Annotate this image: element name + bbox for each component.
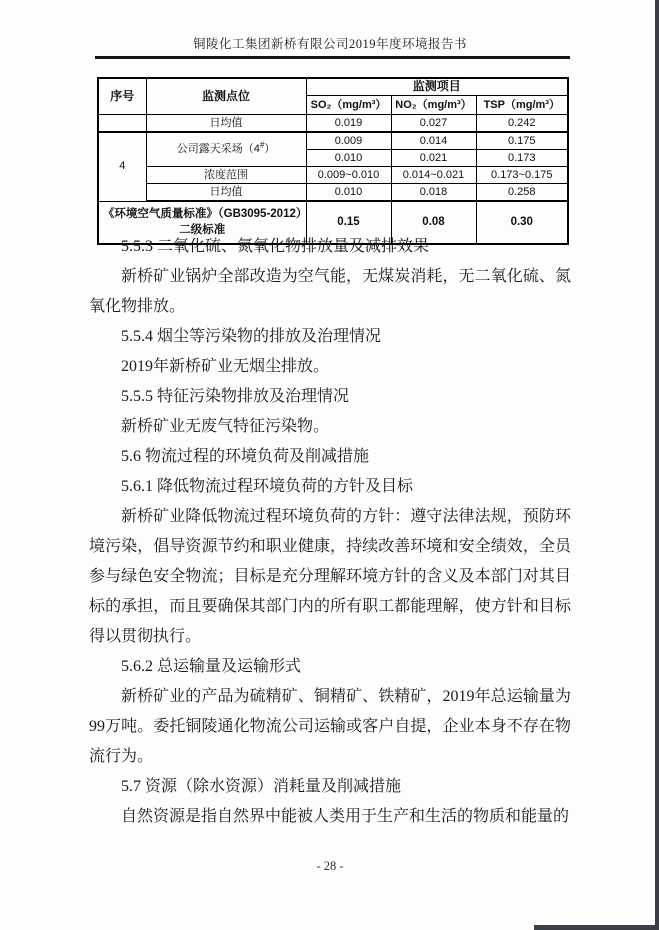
index-cell-empty	[98, 115, 146, 133]
site-name: 公司露天采场（4	[176, 143, 260, 156]
site-cell: 浓度范围	[146, 167, 306, 184]
running-header-title: 铜陵化工集团新桥有限公司2019年度环境报告书	[192, 37, 467, 51]
site-name-close: ）	[264, 143, 276, 156]
page-number: - 28 -	[316, 859, 344, 873]
index-cell: 4	[98, 132, 146, 201]
paragraph: 新桥矿业的产品为硫精矿、铜精矿、铁精矿，2019年总运输量为99万吨。委托铜陵通化物流公司运输或客户自提，企业本身不存在物流行为。	[89, 688, 571, 765]
section-heading: 5.7 资源（除水资源）消耗量及削减措施	[121, 778, 402, 795]
paragraph: 新桥矿业锅炉全部改造为空气能，无煤炭消耗，无二氧化硫、氮氧化物排放。	[89, 268, 571, 315]
section-heading: 5.6 物流过程的环境负荷及削减措施	[121, 448, 370, 465]
no2-value: 0.021	[391, 150, 476, 167]
so2-value: 0.010	[306, 184, 391, 202]
no2-value: 0.027	[391, 115, 476, 133]
no2-value: 0.014	[391, 132, 476, 150]
no2-standard: 0.08	[391, 201, 476, 244]
paragraph: 自然资源是指自然界中能被人类用于生产和生活的物质和能量的	[121, 808, 570, 825]
site-number-superscript: #	[259, 140, 265, 150]
so2-value: 0.009~0.010	[306, 167, 391, 184]
so2-value: 0.009	[306, 132, 391, 150]
paragraph: 新桥矿业无废气特征污染物。	[121, 418, 330, 435]
so2-value: 0.010	[306, 150, 391, 167]
section-heading: 5.5.5 特征污染物排放及治理情况	[121, 388, 350, 405]
table-row	[98, 184, 568, 202]
col-header-site: 监测点位	[146, 78, 306, 115]
tsp-value: 0.258	[476, 184, 568, 202]
scan-edge-right	[655, 0, 659, 930]
col-header-no2: NO₂（mg/m³）	[391, 96, 476, 115]
paragraph: 新桥矿业降低物流过程环境负荷的方针：遵守法律法规，预防环境污染，倡导资源节约和职业健康，持续改善环境和安全绩效，全员参与绿色安全物流；目标是充分理解环境方针的含义及本部门对其目标的承担，而且要确保其部门内的所有职工都能理解，使方针和目标得以贯彻执行。	[89, 508, 571, 645]
section-heading: 5.5.3 二氧化硫、氮氧化物排放量及减排效果	[121, 238, 430, 255]
scan-edge-bottom	[534, 925, 659, 930]
standard-label: 《环境空气质量标准》（GB3095-2012）二级标准	[98, 201, 306, 244]
tsp-value: 0.173	[476, 150, 568, 167]
col-header-tsp: TSP（mg/m³）	[476, 96, 568, 115]
section-heading: 5.6.1 降低物流过程环境负荷的方针及目标	[121, 478, 414, 495]
section-heading: 5.5.4 烟尘等污染物的排放及治理情况	[121, 328, 382, 345]
so2-value: 0.019	[306, 115, 391, 133]
table-row	[98, 167, 568, 184]
no2-value: 0.018	[391, 184, 476, 202]
site-cell	[146, 132, 306, 167]
tsp-standard: 0.30	[476, 201, 568, 244]
col-header-items-group: 监测项目	[306, 78, 568, 96]
section-heading: 5.6.2 总运输量及运输形式	[121, 658, 302, 675]
header-rule	[95, 56, 570, 59]
tsp-value: 0.242	[476, 115, 568, 133]
tsp-value: 0.175	[476, 132, 568, 150]
col-header-index: 序号	[98, 78, 146, 115]
so2-standard: 0.15	[306, 201, 391, 244]
site-cell: 日均值	[146, 184, 306, 202]
paragraph: 2019年新桥矿业无烟尘排放。	[121, 358, 330, 375]
site-cell: 日均值	[146, 115, 306, 133]
table-row	[98, 132, 568, 150]
col-header-so2: SO₂（mg/m³）	[306, 96, 391, 115]
air-monitoring-table	[97, 77, 569, 245]
no2-value: 0.014~0.021	[391, 167, 476, 184]
table-row	[98, 115, 568, 133]
document-body	[89, 232, 571, 832]
tsp-value: 0.173~0.175	[476, 167, 568, 184]
